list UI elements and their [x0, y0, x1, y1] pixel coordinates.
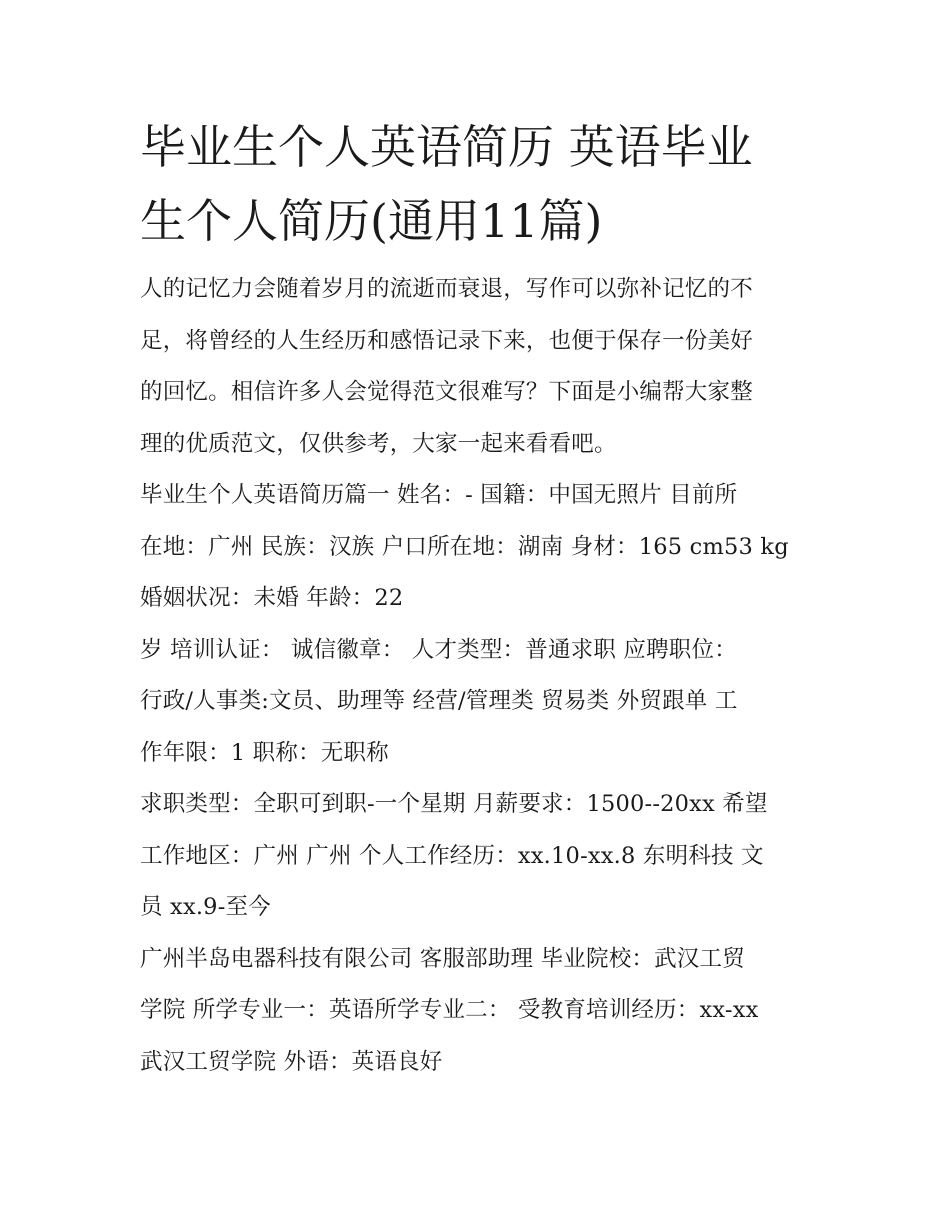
- body-line: 在地：广州 民族：汉族 户口所在地：湖南 身材：165 cm53 kg: [140, 533, 789, 560]
- intro-line: 的回忆。相信许多人会觉得范文很难写？下面是小编帮大家整: [140, 379, 753, 405]
- body-line: 行政/人事类:文员、助理等 经营/管理类 贸易类 外贸跟单 工: [140, 688, 738, 714]
- document-title: [140, 110, 812, 258]
- intro-line: 理的优质范文，仅供参考，大家一起来看看吧。: [140, 430, 617, 457]
- resume-paragraph-position: [140, 625, 812, 780]
- body-line: 学院 所学专业一：英语所学专业二： 受教育培训经历：xx-xx: [140, 997, 759, 1023]
- body-line: 工作地区：广州 广州 个人工作经历：xx.10-xx.8 东明科技 文: [140, 842, 764, 869]
- body-line: 求职类型：全职可到职-一个星期 月薪要求：1500--20xx 希望: [140, 791, 768, 817]
- body-line: 婚姻状况：未婚 年龄：22: [140, 585, 404, 611]
- resume-paragraph-job-intent: [140, 779, 812, 934]
- body-line: 毕业生个人英语简历篇一 姓名：- 国籍：中国无照片 目前所: [140, 482, 738, 508]
- intro-paragraph: [140, 264, 812, 470]
- resume-paragraph-education: [140, 934, 812, 1089]
- body-line: 作年限：1 职称：无职称: [140, 739, 389, 766]
- title-line-2: 生个人简历(通用11篇): [140, 194, 603, 248]
- intro-line: 人的记忆力会随着岁月的流逝而衰退，写作可以弥补记忆的不: [140, 276, 753, 302]
- body-line: 广州半岛电器科技有限公司 客服部助理 毕业院校：武汉工贸: [140, 945, 745, 972]
- body-line: 武汉工贸学院 外语：英语良好: [140, 1048, 443, 1075]
- intro-line: 足，将曾经的人生经历和感悟记录下来，也便于保存一份美好: [140, 327, 753, 354]
- document-page: [140, 110, 812, 1088]
- title-line-1: 毕业生个人英语简历 英语毕业: [140, 120, 753, 174]
- body-line: 岁 培训认证： 诚信徽章： 人才类型：普通求职 应聘职位：: [140, 636, 737, 663]
- body-line: 员 xx.9-至今: [140, 894, 271, 920]
- resume-paragraph-basic-info: [140, 470, 812, 625]
